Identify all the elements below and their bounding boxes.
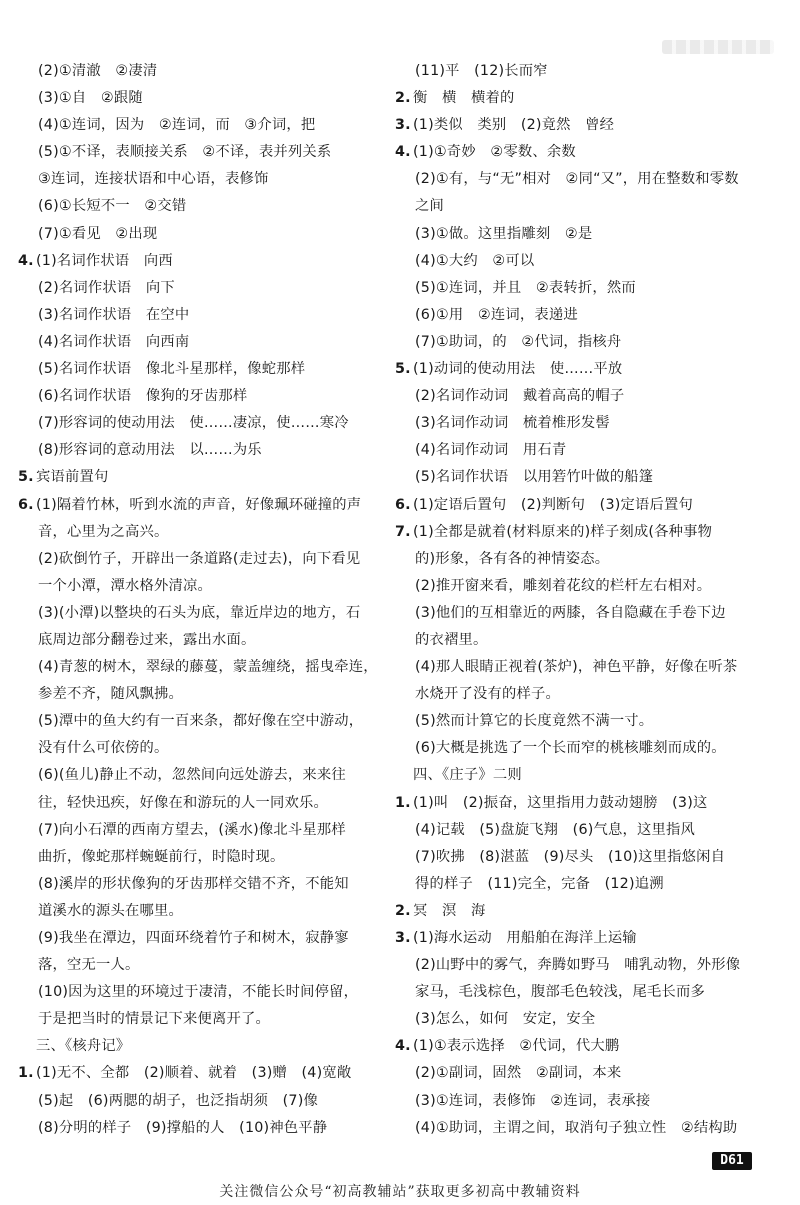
question-number: 6.	[18, 496, 34, 513]
answer-text: (1)动词的使动用法 使……平放	[413, 361, 623, 378]
answer-line	[18, 600, 383, 627]
answer-text: 曲折，像蛇那样蜿蜒前行，时隐时现。	[38, 848, 285, 865]
answer-line	[18, 871, 383, 898]
answer-line	[18, 708, 383, 735]
answer-text: (1)海水运动 用船舶在海洋上运输	[413, 930, 637, 946]
answer-text: (3)①做。这里指雕刻 ②是	[415, 225, 593, 242]
question-number: 4.	[395, 1038, 411, 1055]
question-number: 2.	[395, 90, 411, 107]
answer-text: (7)向小石潭的西南方望去，(溪水)像北斗星那样	[38, 821, 346, 838]
answer-text: 底周边部分翻卷过来，露出水面。	[38, 631, 256, 648]
answer-line	[395, 112, 780, 139]
answer-text: 的)形象，各有各的神情姿态。	[415, 550, 610, 567]
answer-line	[18, 1060, 383, 1087]
answer-text: 于是把当时的情景记下来便离开了。	[38, 1011, 270, 1028]
answer-text: 一个小潭，潭水格外清凉。	[38, 577, 212, 594]
answer-line	[18, 356, 383, 383]
question-number: 5.	[18, 469, 34, 486]
answer-line	[18, 546, 383, 573]
answer-line	[18, 573, 383, 600]
answer-text: (3)怎么，如何 安定，安全	[415, 1011, 596, 1028]
answer-text: (4)青葱的树木，翠绿的藤蔓，蒙盖缠绕，摇曳牵连，	[38, 659, 378, 676]
answer-line	[18, 654, 383, 681]
answer-line	[18, 925, 383, 952]
answer-line	[395, 221, 780, 248]
answer-line	[395, 275, 780, 302]
answer-line	[395, 329, 780, 356]
answer-text: 三、《核舟记》	[36, 1038, 131, 1055]
question-number: 1.	[18, 1065, 34, 1082]
answer-text: 衡 横 横着的	[413, 90, 515, 107]
answer-line	[395, 1006, 780, 1033]
answer-line	[395, 844, 780, 871]
answer-text: (2)山野中的雾气，奔腾如野马 哺乳动物，外形像	[415, 957, 741, 974]
answer-text: (4)名词作动词 用石青	[415, 442, 567, 459]
answer-text: 四、《庄子》二则	[413, 767, 522, 784]
answer-line	[18, 1115, 383, 1142]
answer-text: (1)定语后置句 (2)判断句 (3)定语后置句	[413, 496, 694, 513]
answer-text: (9)我坐在潭边，四面环绕着竹子和树木，寂静寥	[38, 930, 349, 946]
answer-line	[395, 166, 780, 193]
answer-text: (5)名词作状语 以用箬竹叶做的船篷	[415, 469, 654, 486]
answer-column-right	[395, 58, 780, 1142]
answer-line	[395, 600, 780, 627]
answer-line	[18, 735, 383, 762]
answer-text: 音，心里为之高兴。	[38, 523, 169, 540]
answer-line	[395, 708, 780, 735]
answer-line	[395, 546, 780, 573]
answer-line	[18, 979, 383, 1006]
answer-line	[395, 952, 780, 979]
answer-line	[18, 464, 383, 491]
answer-line	[395, 898, 780, 925]
answer-text: (1)名词作状语 向西	[36, 252, 173, 269]
answer-text: (3)(小潭)以整块的石头为底，靠近岸边的地方，石	[38, 604, 361, 621]
answer-text: (6)(鱼儿)静止不动，忽然间向远处游去，来来往	[38, 767, 346, 784]
header-mark	[662, 40, 774, 54]
question-number: 2.	[395, 902, 411, 919]
answer-text: (5)①连词，并且 ②表转折，然而	[415, 279, 636, 296]
answer-line	[18, 112, 383, 139]
answer-text: (2)名词作动词 戴着高高的帽子	[415, 388, 625, 405]
answer-text: (11)平 (12)长而窄	[415, 63, 548, 79]
answer-text: (3)名词作动词 梳着椎形发髻	[415, 415, 610, 432]
answer-line	[18, 492, 383, 519]
answer-line	[395, 790, 780, 817]
answer-line	[395, 410, 780, 437]
answer-text: 参差不齐，随风飘拂。	[38, 686, 183, 703]
answer-line	[18, 817, 383, 844]
answer-line	[18, 681, 383, 708]
answer-line	[395, 85, 780, 112]
answer-line	[18, 85, 383, 112]
answer-column-left	[18, 58, 383, 1142]
answer-line	[18, 627, 383, 654]
answer-text: (6)大概是挑选了一个长而窄的桃核雕刻而成的。	[415, 740, 726, 757]
answer-line	[395, 817, 780, 844]
answer-line	[18, 58, 383, 85]
answer-line	[395, 735, 780, 762]
answer-line	[18, 952, 383, 979]
answer-text: (4)①大约 ②可以	[415, 252, 535, 269]
answer-text: (4)名词作状语 向西南	[38, 333, 190, 350]
answer-text: (10)因为这里的环境过于凄清，不能长时间停留，	[38, 984, 359, 1001]
answer-text: (2)①清澈 ②凄清	[38, 63, 158, 79]
answer-line	[395, 519, 780, 546]
answer-text: (7)①看见 ②出现	[38, 225, 158, 242]
answer-text: 没有什么可依傍的。	[38, 740, 169, 757]
answer-line	[395, 573, 780, 600]
answer-text: (3)①自 ②跟随	[38, 90, 143, 107]
answer-line	[395, 248, 780, 275]
question-number: 6.	[395, 496, 411, 513]
answer-text: (4)记载 (5)盘旋飞翔 (6)气息，这里指风	[415, 821, 696, 838]
page-number-badge: D61	[712, 1152, 752, 1170]
answer-text: (1)无不、全都 (2)顺着、就着 (3)赠 (4)宽敞	[36, 1065, 352, 1082]
answer-line	[395, 492, 780, 519]
answer-line	[395, 762, 780, 789]
answer-line	[18, 383, 383, 410]
answer-text: 落，空无一人。	[38, 957, 140, 974]
answer-line	[18, 139, 383, 166]
answer-text: (5)然而计算它的长度竟然不满一寸。	[415, 713, 654, 730]
answer-text: (7)吹拂 (8)湛蓝 (9)尽头 (10)这里指悠闲自	[415, 848, 726, 865]
answer-text: (7)①助词，的 ②代词，指核舟	[415, 333, 622, 350]
answer-text: (2)砍倒竹子，开辟出一条道路(走过去)，向下看见	[38, 550, 361, 567]
answer-text: (4)①助词，主谓之间，取消句子独立性 ②结构助	[415, 1119, 738, 1136]
answer-text: 道溪水的源头在哪里。	[38, 902, 183, 919]
answer-line	[18, 1006, 383, 1033]
answer-text: (1)①奇妙 ②零数、余数	[413, 144, 576, 161]
answer-text: (5)潭中的鱼大约有一百来条，都好像在空中游动，	[38, 713, 364, 730]
answer-line	[395, 437, 780, 464]
answer-text: (6)①用 ②连词，表递进	[415, 306, 578, 323]
answer-text: (3)他们的互相靠近的两膝，各自隐藏在手卷下边	[415, 604, 726, 621]
question-number: 4.	[18, 252, 34, 269]
answer-line	[18, 221, 383, 248]
answer-line	[18, 844, 383, 871]
answer-text: (3)①连词，表修饰 ②连词，表承接	[415, 1092, 651, 1109]
answer-text: (1)类似 类别 (2)竟然 曾经	[413, 117, 615, 134]
answer-line	[18, 166, 383, 193]
answer-line	[18, 193, 383, 220]
answer-line	[18, 1088, 383, 1115]
answer-line	[395, 356, 780, 383]
answer-line	[395, 193, 780, 220]
answer-line	[395, 464, 780, 491]
answer-line	[395, 1060, 780, 1087]
answer-line	[395, 627, 780, 654]
answer-line	[18, 519, 383, 546]
answer-text: (6)①长短不一 ②交错	[38, 198, 187, 215]
answer-text: (1)叫 (2)振奋，这里指用力鼓动翅膀 (3)这	[413, 794, 708, 811]
answer-line	[395, 871, 780, 898]
answer-text: (5)名词作状语 像北斗星那样，像蛇那样	[38, 361, 306, 378]
answer-text: (8)形容词的意动用法 以……为乐	[38, 442, 262, 459]
answer-text: (2)名词作状语 向下	[38, 279, 175, 296]
question-number: 3.	[395, 117, 411, 134]
answer-line	[395, 1033, 780, 1060]
answer-line	[18, 1033, 383, 1060]
question-number: 7.	[395, 523, 411, 540]
answer-text: 冥 溟 海	[413, 902, 486, 919]
answer-line	[395, 1115, 780, 1142]
question-number: 5.	[395, 361, 411, 378]
answer-text: (6)名词作状语 像狗的牙齿那样	[38, 388, 248, 405]
answer-text: 水烧开了没有的样子。	[415, 686, 560, 703]
answer-text: (1)①表示选择 ②代词，代大鹏	[413, 1038, 620, 1055]
answer-line	[395, 139, 780, 166]
answer-text: 往，轻快迅疾，好像在和游玩的人一同欢乐。	[38, 794, 328, 811]
answer-text: 宾语前置句	[36, 469, 109, 486]
question-number: 1.	[395, 794, 411, 811]
answer-line	[395, 925, 780, 952]
answer-line	[395, 979, 780, 1006]
answer-text: ③连词，连接状语和中心语，表修饰	[38, 171, 269, 188]
question-number: 3.	[395, 930, 411, 946]
answer-text: (2)①副词，固然 ②副词，本来	[415, 1065, 622, 1082]
answer-line	[395, 58, 780, 85]
answer-line	[18, 275, 383, 302]
answer-text: (8)溪岸的形状像狗的牙齿那样交错不齐，不能知	[38, 875, 349, 892]
answer-line	[395, 383, 780, 410]
answer-text: 家马，毛浅棕色，腹部毛色较浅，尾毛长而多	[415, 984, 705, 1001]
answer-text: (5)①不译，表顺接关系 ②不译，表并列关系	[38, 144, 332, 161]
answer-text: (7)形容词的使动用法 使……凄凉，使……寒冷	[38, 415, 349, 432]
answer-line	[18, 762, 383, 789]
answer-text: 之间	[415, 198, 444, 215]
answer-text: (4)那人眼睛正视着(茶炉)，神色平静，好像在听茶	[415, 659, 738, 676]
answer-text: 的衣褶里。	[415, 631, 488, 648]
answer-text: (2)推开窗来看，雕刻着花纹的栏杆左右相对。	[415, 577, 712, 594]
question-number: 4.	[395, 144, 411, 161]
answer-line	[18, 329, 383, 356]
answer-line	[18, 898, 383, 925]
answer-text: 得的样子 (11)完全，完备 (12)追溯	[415, 875, 664, 892]
answer-line	[395, 302, 780, 329]
answer-line	[395, 681, 780, 708]
answer-line	[18, 790, 383, 817]
answer-line	[18, 302, 383, 329]
answer-line	[395, 654, 780, 681]
answer-line	[395, 1088, 780, 1115]
answer-line	[18, 248, 383, 275]
answer-text: (4)①连词，因为 ②连词，而 ③介词，把	[38, 117, 316, 134]
answer-text: (8)分明的样子 (9)撑船的人 (10)神色平静	[38, 1119, 328, 1136]
answer-text: (5)起 (6)两腮的胡子，也泛指胡须 (7)像	[38, 1092, 319, 1109]
answer-text: (2)①有，与“无”相对 ②同“又”，用在整数和零数	[415, 171, 739, 188]
answer-text: (1)隔着竹林，听到水流的声音，好像珮环碰撞的声	[36, 496, 362, 513]
answer-text: (3)名词作状语 在空中	[38, 306, 190, 323]
answer-line	[18, 437, 383, 464]
answer-line	[18, 410, 383, 437]
footer-promo-text: 关注微信公众号“初高教辅站”获取更多初高中教辅资料	[219, 1184, 581, 1200]
answer-text: (1)全都是就着(材料原来的)样子刻成(各种事物	[413, 523, 713, 540]
